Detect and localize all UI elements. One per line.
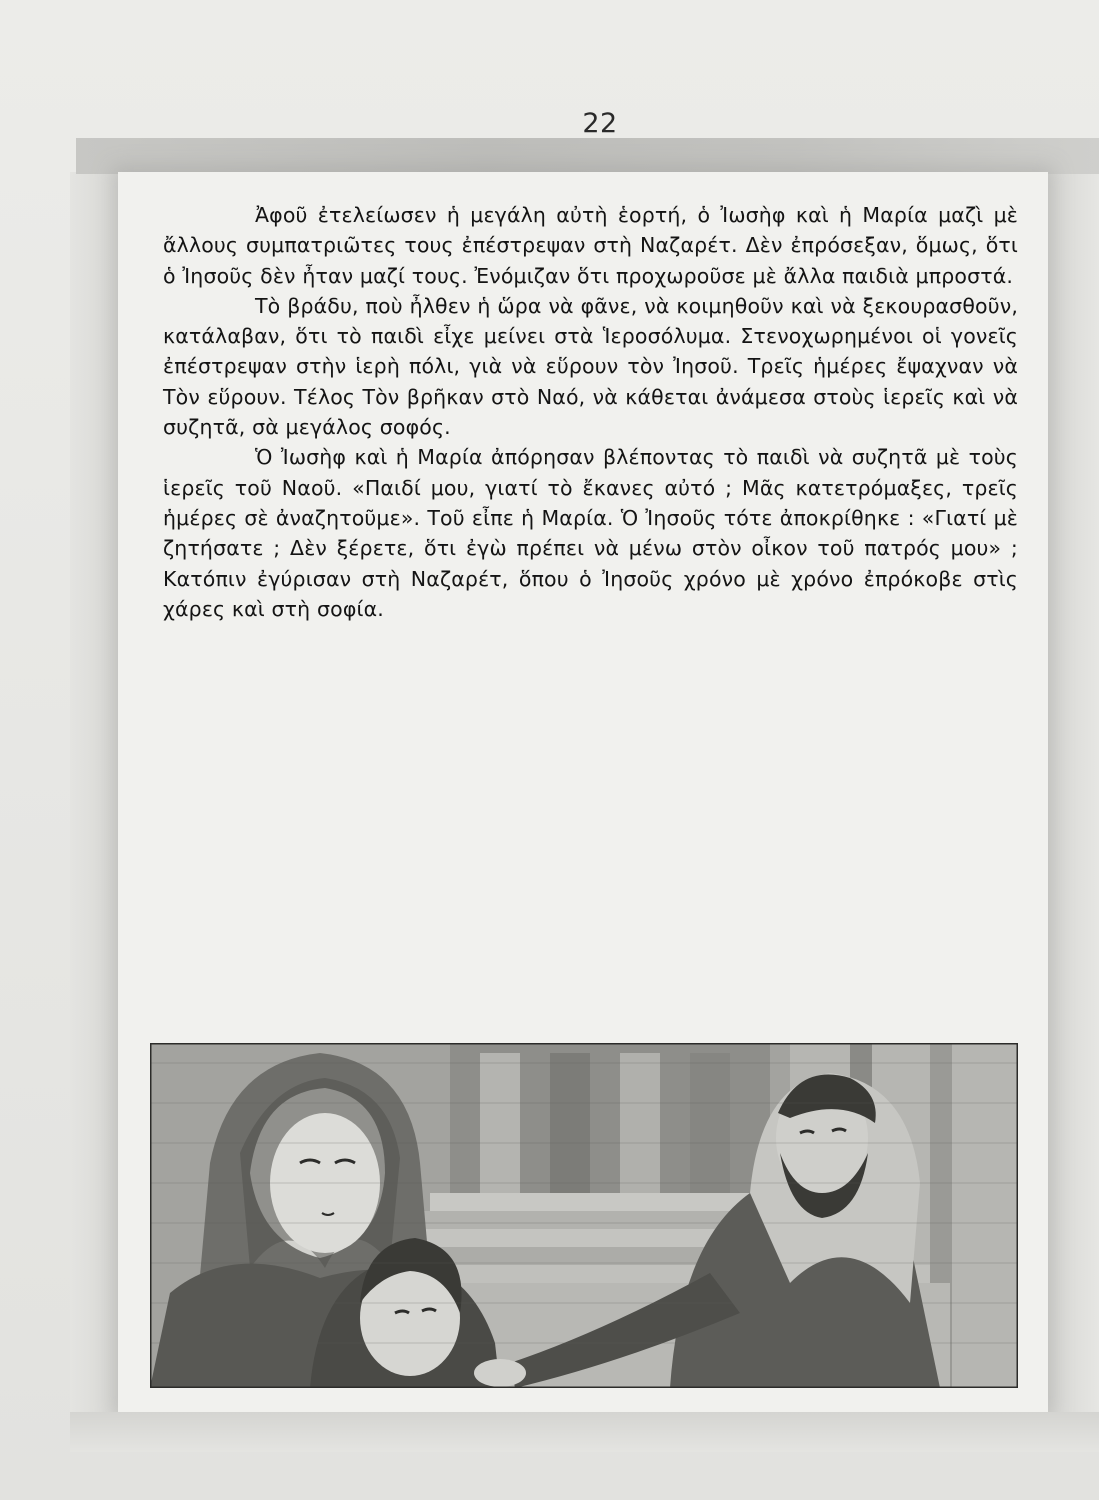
bottom-band (70, 1412, 1099, 1452)
paragraph-2: Τὸ βράδυ, ποὺ ἦλθεν ἡ ὥρα νὰ φᾶνε, νὰ κοιμηθοῦν καὶ νὰ ξεκουρασθοῦν, κατάλαβαν, ὅτι τὸ παιδὶ εἶχε μείνει στὰ Ἱεροσόλυμα. Στενοχωρημένοι οἱ γονεῖς ἐπέστρεψαν στὴν ἱερὴ πόλι, γιὰ νὰ εὕρουν τὸν Ἰησοῦ. Τρεῖς ἡμέρες ἔψαχναν νὰ Τὸν εὕρουν. Τέλος Τὸν βρῆκαν στὸ Ναό, νὰ κάθεται ἀνάμεσα στοὺς ἱερεῖς καὶ νὰ συζητᾶ, σὰ μεγάλος σοφός. (163, 293, 1018, 440)
illustration-drawing (150, 1043, 1018, 1388)
illustration-jesus-found-in-temple (150, 1043, 1018, 1388)
header-band (76, 138, 1099, 174)
paragraph-3: Ὁ Ἰωσὴφ καὶ ἡ Μαρία ἀπόρησαν βλέποντας τὸ παιδὶ νὰ συζητᾶ μὲ τοὺς ἱερεῖς τοῦ Ναοῦ. «Παιδί μου, γιατί τὸ ἔκανες αὐτό ; Μᾶς κατετρόμαξες, τρεῖς ἡμέρες σὲ ἀναζητοῦμε». Τοῦ εἶπε ἡ Μαρία. Ὁ Ἰησοῦς τότε ἀποκρίθηκε : «Γιατί μὲ ζητήσατε ; Δὲν ξέρετε, ὅτι ἐγὼ πρέπει νὰ μένω στὸν οἶκον τοῦ πατρός μου» ; Κατόπιν ἐγύρισαν στὴ Ναζαρέτ, ὅπου ὁ Ἰησοῦς χρόνο μὲ χρόνο ἐπρόκοβε στὶς χάρες καὶ στὴ σοφία. (163, 445, 1018, 621)
right-margin-shadow (1048, 172, 1099, 1412)
paragraph-1: Ἀφοῦ ἐτελείωσεν ἡ μεγάλη αὐτὴ ἑορτή, ὁ Ἰωσὴφ καὶ ἡ Μαρία μαζὶ μὲ ἄλλους συμπατριῶτες τους ἐπέστρεψαν στὴ Ναζαρέτ. Δὲν ἐπρόσεξαν, ὅμως, ὅτι ὁ Ἰησοῦς δὲν ἦταν μαζί τους. Ἐνόμιζαν ὅτι προχωροῦσε μὲ ἄλλα παιδιὰ μπροστά. (163, 203, 1018, 288)
page-number: 22 (582, 108, 618, 139)
left-margin-shadow (70, 172, 118, 1412)
body-text (163, 200, 1018, 624)
